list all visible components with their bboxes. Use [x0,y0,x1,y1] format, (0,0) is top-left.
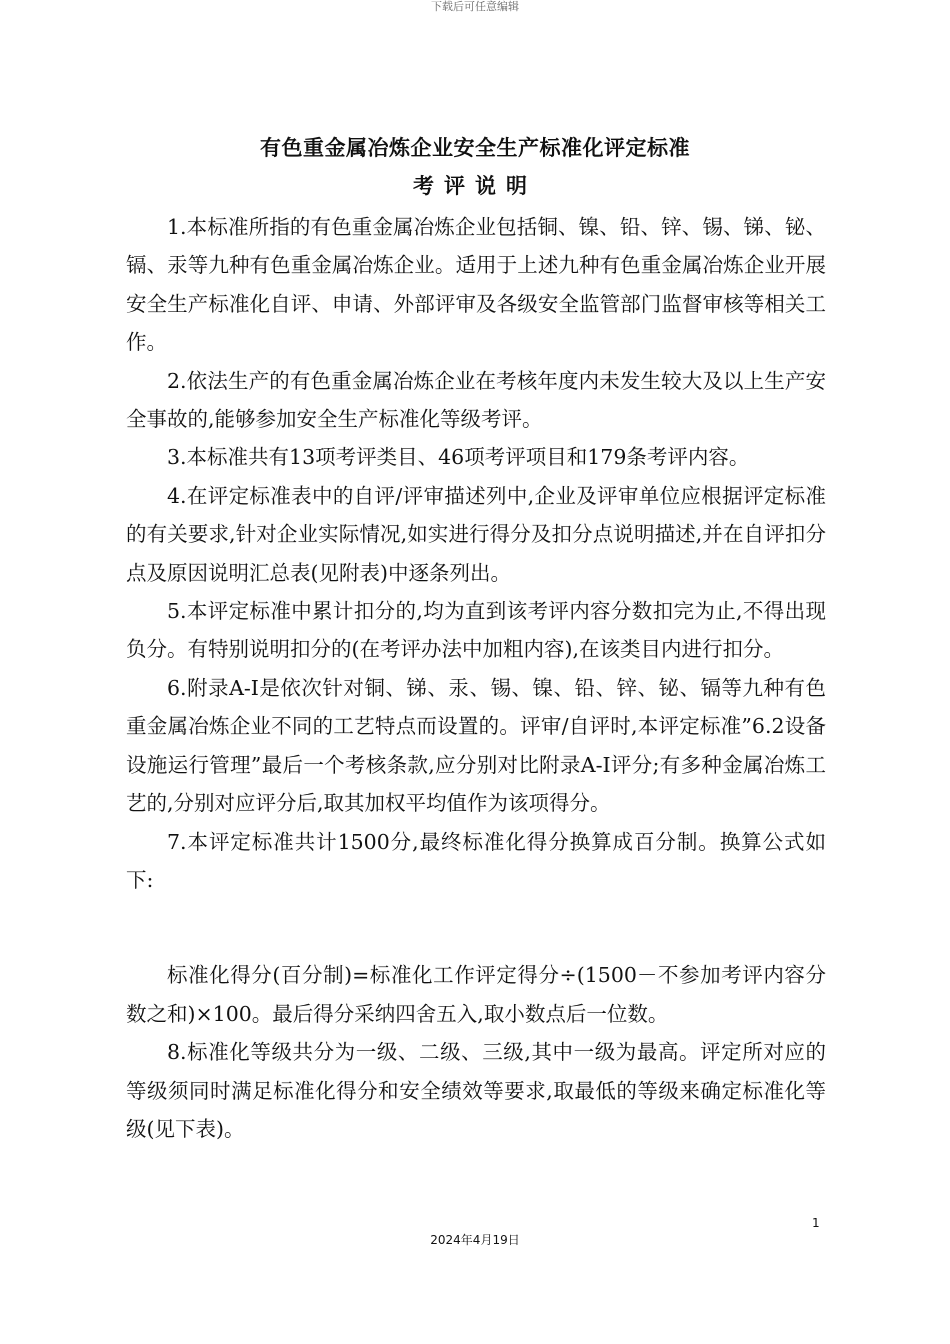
document-title: 有色重金属冶炼企业安全生产标准化评定标准 [260,135,690,160]
paragraph-2: 2.依法生产的有色重金属冶炼企业在考核年度内未发生较大及以上生产安全事故的,能够参加安全生产标准化等级考评。 [126,368,826,432]
paragraph-1: 1.本标准所指的有色重金属冶炼企业包括铜、镍、铅、锌、锡、锑、铋、镉、汞等九种有色重金属冶炼企业。适用于上述九种有色重金属冶炼企业开展安全生产标准化自评、申请、外部评审及各级安全监管部门监督审核等相关工作。 [126,215,826,355]
paragraph-3: 3.本标准共有13项考评类目、46项考评项目和179条考评内容。 [167,445,750,470]
footer-date: 2024年4月19日 [430,1233,520,1247]
document-subtitle: 考评说明 [413,173,537,198]
paragraph-5: 5.本评定标准中累计扣分的,均为直到该考评内容分数扣完为止,不得出现负分。有特别说明扣分的(在考评办法中加粗内容),在该类目内进行扣分。 [126,599,826,662]
header-note: 下载后可任意编辑 [431,0,519,13]
paragraph-4: 4.在评定标准表中的自评/评审描述列中,企业及评审单位应根据评定标准的有关要求,针对企业实际情况,如实进行得分及扣分点说明描述,并在自评扣分点及原因说明汇总表(见附表)中逐条列出。 [126,483,826,585]
paragraph-7: 7.本评定标准共计1500分,最终标准化得分换算成百分制。换算公式如下: [126,829,826,892]
paragraph-6: 6.附录A-I是依次针对铜、锑、汞、锡、镍、铅、锌、铋、镉等九种有色重金属冶炼企业不同的工艺特点而设置的。评审/自评时,本评定标准”6.2设备设施运行管理”最后一个考核条款,应分别对比附录A-I评分;有多种金属冶炼工艺的,分别对应评分后,取其加权平均值作为该项得分。 [126,675,826,816]
paragraph-8: 8.标准化等级共分为一级、二级、三级,其中一级为最高。评定所对应的等级须同时满足标准化得分和安全绩效等要求,取最低的等级来确定标准化等级(见下表)。 [126,1040,826,1141]
formula-paragraph: 标准化得分(百分制)=标准化工作评定得分÷(1500－不参加考评内容分数之和)×100。最后得分采纳四舍五入,取小数点后一位数。 [126,963,826,1026]
paragraph-spacer [126,899,826,956]
page-number: 1 [812,1216,820,1230]
document-body [126,208,826,1148]
